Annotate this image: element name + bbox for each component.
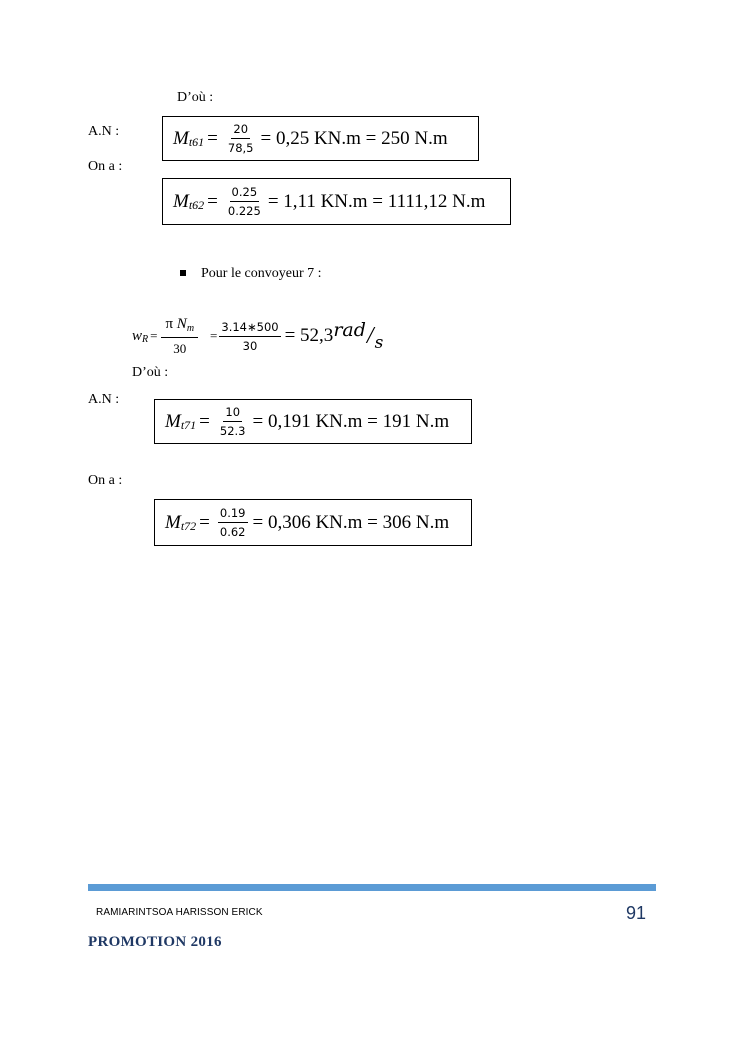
fraction-denominator: 30 bbox=[173, 341, 187, 356]
footer-author: RAMIARINTSOA HARISSON ERICK bbox=[96, 907, 263, 918]
eq-variable: w bbox=[132, 327, 143, 344]
eq-subscript: R bbox=[142, 333, 149, 345]
equation-wr: w R = $\frac{\pi N_m}{30}$ = $\frac{3.14∗500}{30}$ = 52,3 rad / s bbox=[132, 316, 384, 356]
fraction bbox=[218, 405, 248, 438]
eq-result: = 1,11 KN.m = 1111,12 N.m bbox=[267, 190, 486, 212]
fraction bbox=[219, 320, 280, 353]
ona-label: On a : bbox=[88, 473, 123, 488]
fraction-numerator: 3.14∗500 bbox=[219, 320, 280, 337]
equation-box-mt61: M t61 = $\frac{20}{78,5}$ = 0,25 KN.m = 250 N.m bbox=[162, 116, 479, 161]
fraction-denominator: 78,5 bbox=[227, 141, 254, 155]
fraction-denominator: 0.62 bbox=[219, 525, 246, 539]
fraction-denominator: 0.225 bbox=[227, 204, 261, 218]
eq-subscript: t71 bbox=[180, 418, 197, 432]
fraction-numerator: 20 bbox=[231, 122, 250, 139]
equation-box-mt72: M t72 = $\frac{0.19}{0.62}$ = 0,306 KN.m = 306 N.m bbox=[154, 499, 472, 546]
eq-result: = 0,306 KN.m = 306 N.m bbox=[252, 511, 450, 533]
equation-box-mt71: M t71 = $\frac{10}{52.3}$ = 0,191 KN.m = 191 N.m bbox=[154, 399, 472, 444]
eq-result: = 52,3 bbox=[284, 325, 334, 346]
footer-promotion: PROMOTION 2016 bbox=[88, 934, 222, 950]
fraction bbox=[218, 506, 248, 539]
eq-subscript: t72 bbox=[180, 519, 197, 533]
ona-label: On a : bbox=[88, 159, 123, 174]
eq-variable: M bbox=[173, 127, 189, 149]
fraction bbox=[161, 315, 198, 357]
fraction-denominator: 52.3 bbox=[219, 424, 246, 438]
eq-result: = 0,191 KN.m = 191 N.m bbox=[252, 410, 450, 432]
fraction bbox=[226, 122, 256, 155]
eq-variable: M bbox=[165, 511, 181, 533]
an-label: A.N : bbox=[88, 392, 120, 407]
eq-variable: M bbox=[165, 410, 181, 432]
an-label: A.N : bbox=[88, 124, 120, 139]
eq-result: = 0,25 KN.m = 250 N.m bbox=[260, 127, 448, 149]
equation-box-mt62: M t62 = $\frac{0.25}{0.225}$ = 1,11 KN.m = 1111,12 N.m bbox=[162, 178, 511, 225]
eq-subscript: t61 bbox=[188, 135, 205, 149]
fraction-numerator: 10 bbox=[223, 405, 242, 422]
footer-divider bbox=[88, 884, 656, 891]
eq-subscript: t62 bbox=[188, 198, 205, 212]
bullet-square-icon bbox=[180, 270, 186, 276]
dou-label: D’où : bbox=[177, 90, 214, 105]
bullet-text: Pour le convoyeur 7 : bbox=[201, 266, 322, 281]
page-number: 91 bbox=[626, 903, 647, 923]
fraction bbox=[226, 185, 263, 218]
fraction-numerator: 0.19 bbox=[218, 506, 248, 523]
fraction-numerator: π $N_m$ bbox=[161, 315, 198, 338]
eq-variable: M bbox=[173, 190, 189, 212]
unit-denominator: s bbox=[374, 333, 384, 353]
fraction-numerator: 0.25 bbox=[230, 185, 260, 202]
dou-label: D’où : bbox=[132, 365, 169, 380]
unit-numerator: rad bbox=[333, 319, 366, 341]
fraction-denominator: 30 bbox=[242, 338, 258, 353]
